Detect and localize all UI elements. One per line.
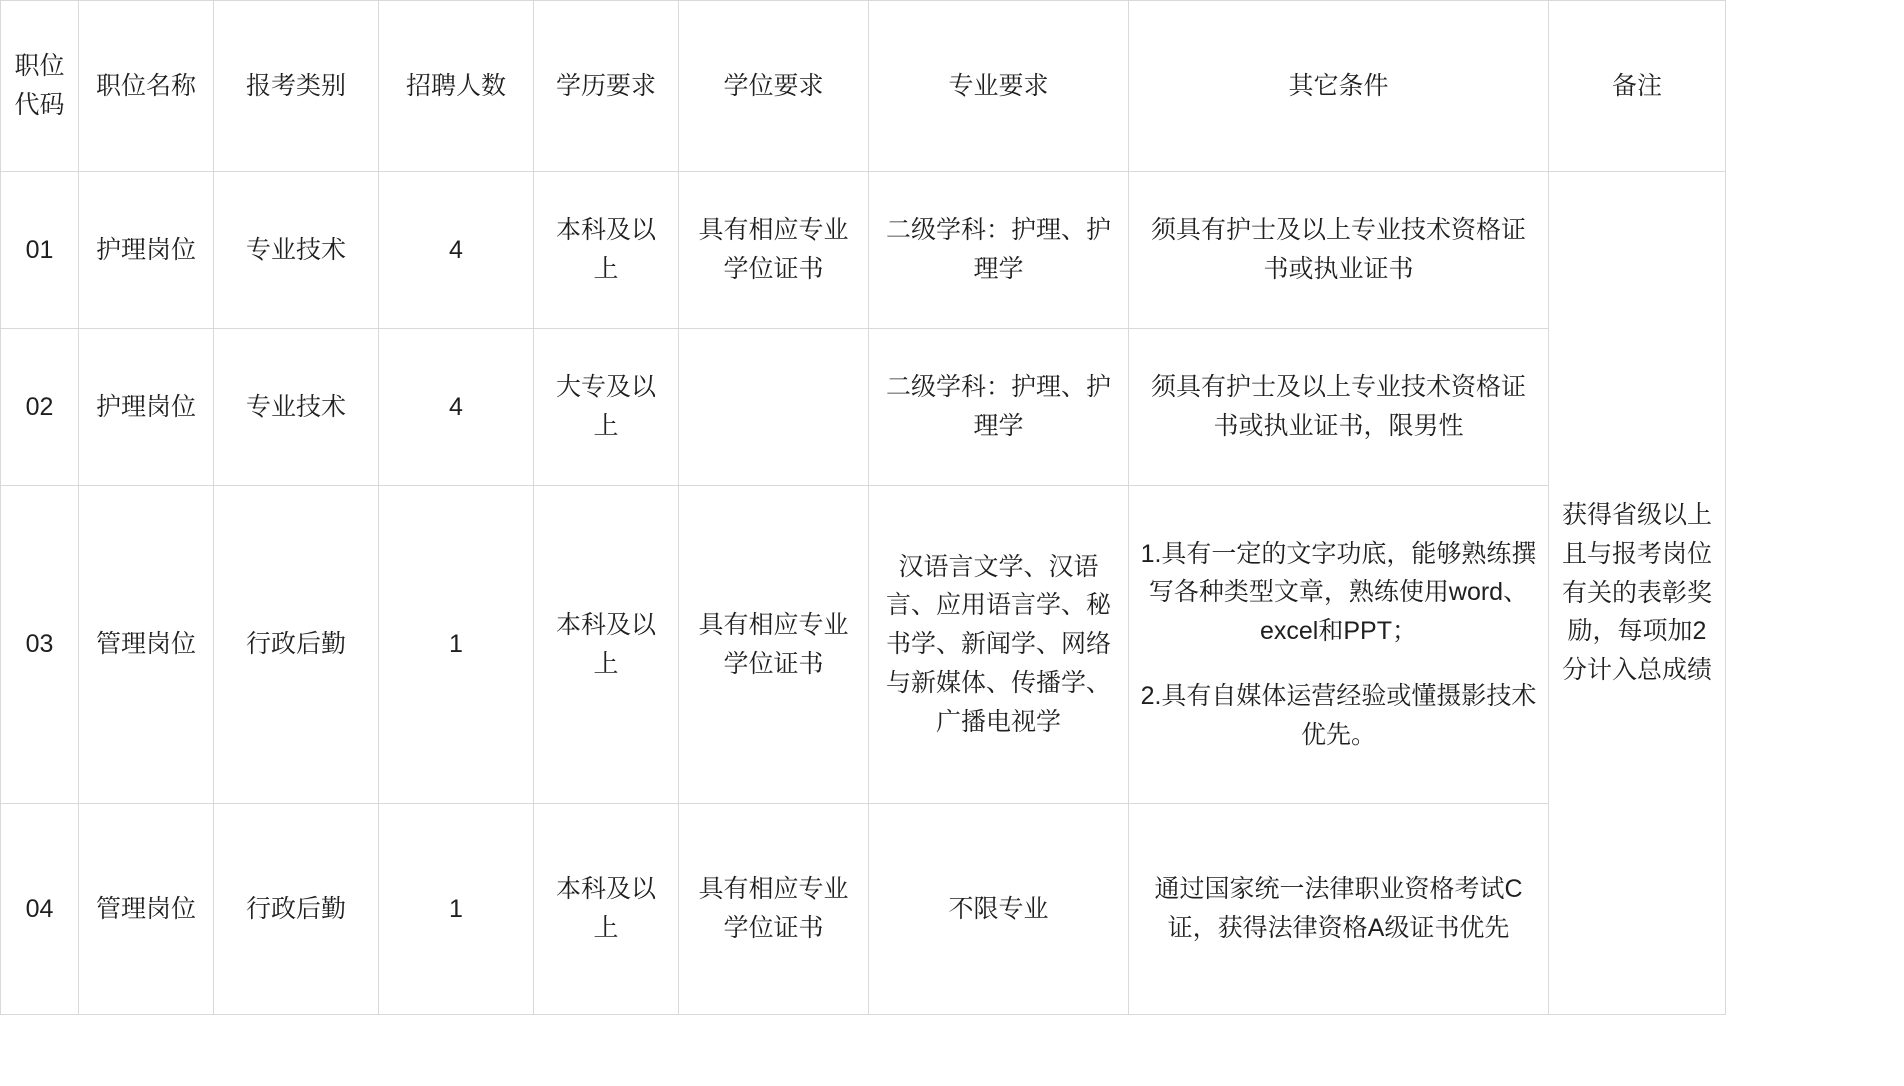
cell-job-name: 管理岗位	[79, 804, 214, 1015]
cell-job-name: 管理岗位	[79, 486, 214, 804]
cell-recruit-count: 4	[379, 329, 534, 486]
cell-job-name: 护理岗位	[79, 329, 214, 486]
cell-major-requirement: 不限专业	[869, 804, 1129, 1015]
column-header-application-category: 报考类别	[214, 1, 379, 172]
cell-education-requirement: 大专及以上	[534, 329, 679, 486]
cell-application-category: 专业技术	[214, 329, 379, 486]
table-row	[1, 329, 1726, 486]
cell-recruit-count: 1	[379, 486, 534, 804]
cell-major-requirement: 二级学科：护理、护理学	[869, 329, 1129, 486]
cell-major-requirement: 汉语言文学、汉语言、应用语言学、秘书学、新闻学、网络与新媒体、传播学、广播电视学	[869, 486, 1129, 804]
table-header-row	[1, 1, 1726, 172]
column-header-job-code: 职位代码	[1, 1, 79, 172]
cell-other-conditions: 须具有护士及以上专业技术资格证书或执业证书	[1129, 172, 1549, 329]
column-header-job-name: 职位名称	[79, 1, 214, 172]
other-condition-paragraph: 1.具有一定的文字功底，能够熟练撰写各种类型文章，熟练使用word、excel和PPT；	[1140, 539, 1537, 646]
column-header-degree-requirement: 学位要求	[679, 1, 869, 172]
cell-education-requirement: 本科及以上	[534, 172, 679, 329]
column-header-education-requirement: 学历要求	[534, 1, 679, 172]
cell-application-category: 行政后勤	[214, 804, 379, 1015]
cell-application-category: 行政后勤	[214, 486, 379, 804]
cell-application-category: 专业技术	[214, 172, 379, 329]
table-header	[1, 1, 1726, 172]
cell-recruit-count: 4	[379, 172, 534, 329]
column-header-other-conditions: 其它条件	[1129, 1, 1549, 172]
cell-job-name: 护理岗位	[79, 172, 214, 329]
table-row	[1, 486, 1726, 804]
cell-remark: 获得省级以上且与报考岗位有关的表彰奖励，每项加2分计入总成绩	[1549, 172, 1726, 1015]
cell-other-conditions	[1129, 486, 1549, 804]
cell-job-code: 01	[1, 172, 79, 329]
cell-education-requirement: 本科及以上	[534, 486, 679, 804]
cell-recruit-count: 1	[379, 804, 534, 1015]
table-row	[1, 804, 1726, 1015]
table-row	[1, 172, 1726, 329]
cell-other-conditions: 须具有护士及以上专业技术资格证书或执业证书，限男性	[1129, 329, 1549, 486]
cell-job-code: 03	[1, 486, 79, 804]
cell-other-conditions: 通过国家统一法律职业资格考试C证，获得法律资格A级证书优先	[1129, 804, 1549, 1015]
column-header-recruit-count: 招聘人数	[379, 1, 534, 172]
cell-major-requirement: 二级学科：护理、护理学	[869, 172, 1129, 329]
cell-degree-requirement: 具有相应专业学位证书	[679, 486, 869, 804]
table-body	[1, 172, 1726, 1015]
cell-job-code: 04	[1, 804, 79, 1015]
cell-degree-requirement: 具有相应专业学位证书	[679, 804, 869, 1015]
cell-degree-requirement: 具有相应专业学位证书	[679, 172, 869, 329]
cell-degree-requirement	[679, 329, 869, 486]
cell-job-code: 02	[1, 329, 79, 486]
column-header-major-requirement: 专业要求	[869, 1, 1129, 172]
cell-education-requirement: 本科及以上	[534, 804, 679, 1015]
column-header-remark: 备注	[1549, 1, 1726, 172]
other-condition-paragraph: 2.具有自媒体运营经验或懂摄影技术优先。	[1140, 681, 1537, 749]
